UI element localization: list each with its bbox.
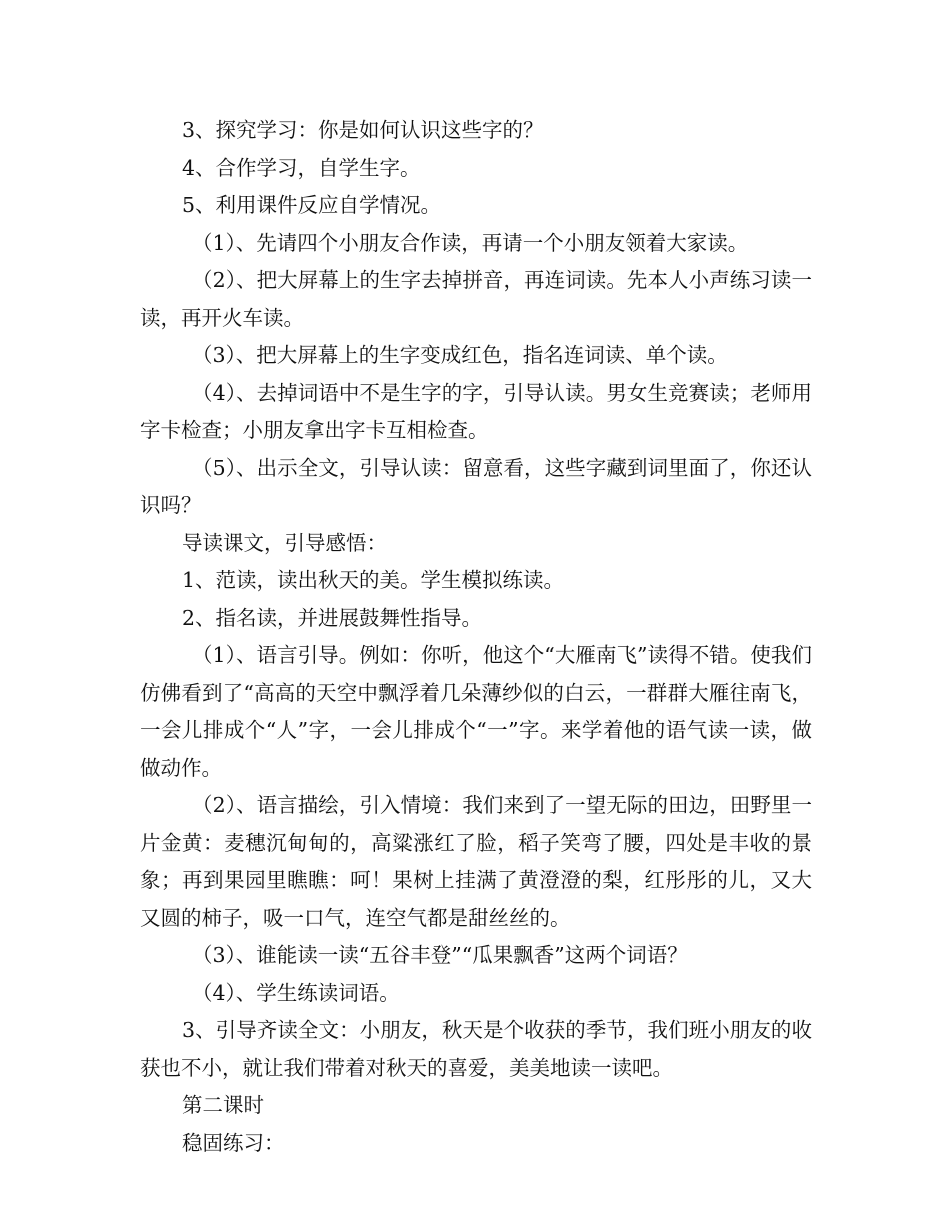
paragraph-sub-4: （4）、去掉词语中不是生字的字，引导认读。男女生竞赛读；老师用字卡检查；小朋友拿出字卡互相检查。: [140, 380, 812, 442]
paragraph-sub-4-practice: （4）、学生练读词语。: [192, 980, 400, 1005]
paragraph-item-1: 1、范读，读出秋天的美。学生模拟练读。: [182, 568, 565, 592]
section-heading-guided-reading: 导读课文，引导感悟：: [182, 530, 387, 555]
document-body: [140, 112, 812, 1162]
paragraph-sub-3: （3）、把大屏幕上的生字变成红色，指名连词读、单个读。: [192, 343, 728, 367]
paragraph-item-5: 5、利用课件反应自学情况。: [182, 193, 442, 217]
paragraph-item-3: 3、探究学习：你是如何认识这些字的？: [182, 118, 544, 142]
paragraph-item-4: 4、合作学习，自学生字。: [182, 155, 421, 180]
paragraph-item-3-read-together: 3、引导齐读全文：小朋友，秋天是个收获的季节，我们班小朋友的收获也不小，就让我们带着对秋天的喜爱，美美地读一读吧。: [140, 1018, 812, 1080]
section-heading-consolidation: 稳固练习：: [182, 1130, 285, 1155]
paragraph-sub-3-word-reading: （3）、谁能读一读“五谷丰登”“瓜果飘香”这两个词语？: [192, 943, 688, 967]
paragraph-sub-2: （2）、把大屏幕上的生字去掉拼音，再连词读。先本人小声练习读一读，再开火车读。: [140, 268, 812, 330]
paragraph-sub-2-language-description: （2）、语言描绘，引入情境：我们来到了一望无际的田边，田野里一片金黄：麦穗沉甸甸的，高粱涨红了脸，稻子笑弯了腰，四处是丰收的景象；再到果园里瞧瞧：呵！果树上挂满了黄澄澄的梨，红彤彤的儿，又大又圆的柿子，吸一口气，连空气都是甜丝丝的。: [140, 793, 812, 930]
section-heading-second-lesson: 第二课时: [182, 1093, 264, 1117]
paragraph-item-2: 2、指名读，并进展鼓舞性指导。: [182, 605, 483, 630]
paragraph-sub-5: （5）、出示全文，引导认读：留意看，这些字藏到词里面了，你还认识吗？: [140, 455, 812, 517]
paragraph-sub-1: （1）、先请四个小朋友合作读，再请一个小朋友领着大家读。: [192, 230, 749, 255]
paragraph-sub-1-language-guidance: （1）、语言引导。例如：你听，他这个“大雁南飞”读得不错。使我们仿佛看到了“高高的天空中飘浮着几朵薄纱似的白云，一群群大雁往南飞，一会儿排成个“人”字，一会儿排成个“一”字。来学着他的语气读一读，做做动作。: [140, 643, 812, 780]
